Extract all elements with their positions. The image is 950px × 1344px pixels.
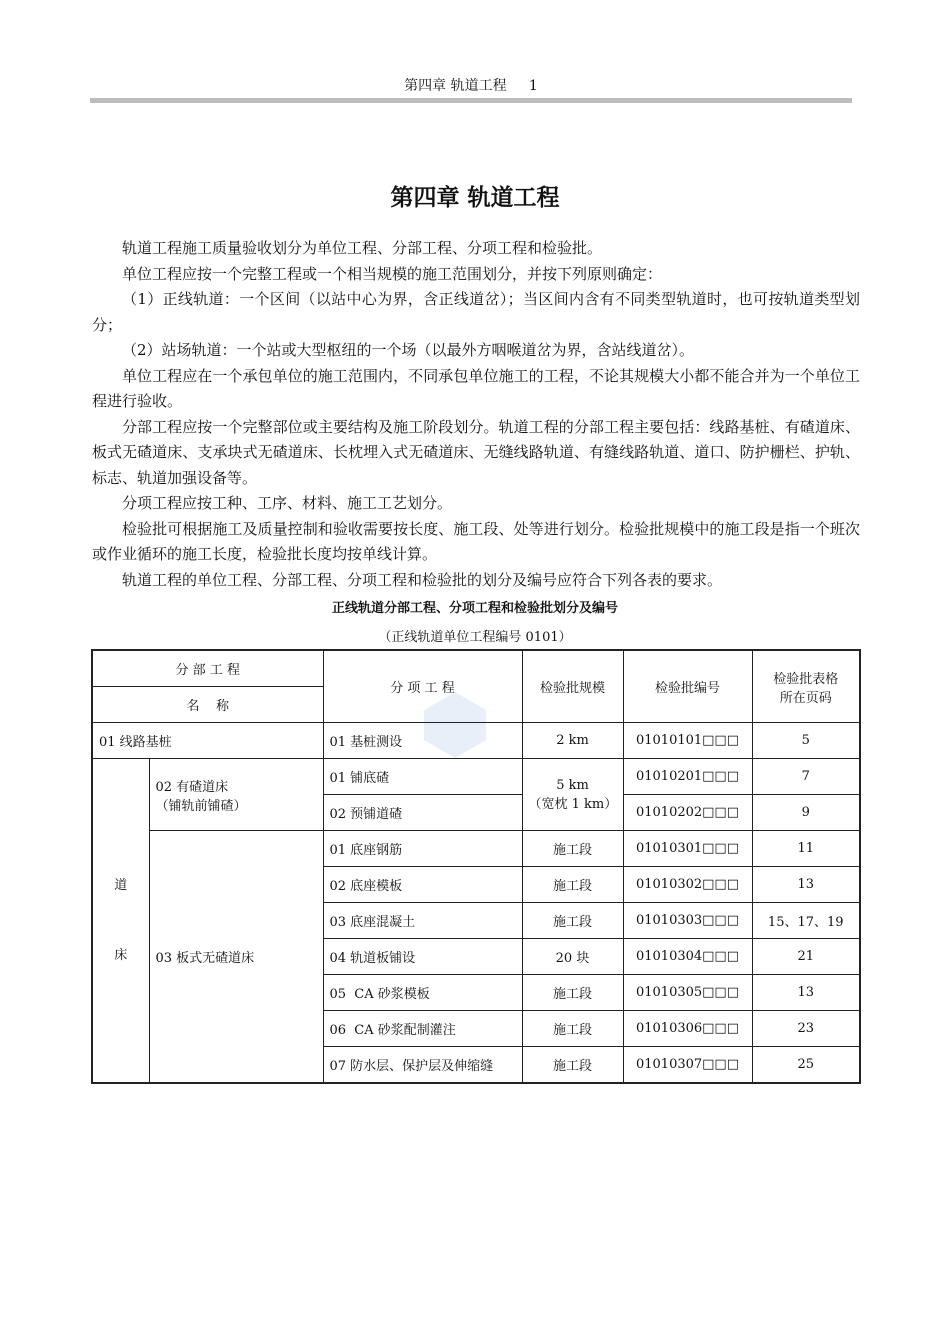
header-division: 分 部 工 程 <box>92 650 323 687</box>
paragraph: （2）站场轨道：一个站或大型枢纽的一个场（以最外方咽喉道岔为界，含站线道岔）。 <box>122 341 695 359</box>
code-cell: 01010302□□□ <box>623 867 752 903</box>
code-cell: 01010303□□□ <box>623 903 752 939</box>
scale-cell: 施工段 <box>522 975 623 1011</box>
paragraph: 检验批可根据施工及质量控制和验收需要按长度、施工段、处等进行划分。检验批规模中的施工段是指一个班次或作业循环的施工长度，检验批长度均按单线计算。 <box>92 519 860 563</box>
division-cell <box>149 759 323 831</box>
header-page-line2: 所在页码 <box>779 690 832 706</box>
header-page-line1: 检验批表格 <box>773 671 839 687</box>
subitem-cell: 02 底座模板 <box>323 867 522 903</box>
page-cell: 9 <box>752 795 860 831</box>
subitem-cell: 07 防水层、保护层及伸缩缝 <box>323 1047 522 1084</box>
table-row <box>92 723 860 759</box>
subitem-cell: 04 轨道板铺设 <box>323 939 522 975</box>
table-row <box>92 831 860 867</box>
header-chapter: 第四章 轨道工程 <box>404 78 507 94</box>
table-title: 正线轨道分部工程、分项工程和检验批划分及编号 <box>331 601 618 616</box>
scale-line: 5 km <box>556 777 589 793</box>
page-cell: 13 <box>752 975 860 1011</box>
scale-cell: 施工段 <box>522 1047 623 1084</box>
subitem-cell: 06 CA 砂浆配制灌注 <box>323 1011 522 1047</box>
page-cell: 15、17、19 <box>752 903 860 939</box>
code-cell: 01010101□□□ <box>623 723 752 759</box>
subitem-cell: 02 预铺道碴 <box>323 795 522 831</box>
scale-line: （宽枕 1 km） <box>528 796 618 812</box>
table-header-row <box>92 650 860 687</box>
paragraph: 单位工程应在一个承包单位的施工范围内，不同承包单位施工的工程，不论其规模大小都不能合并为一个单位工程进行验收。 <box>92 366 860 410</box>
header-rule <box>90 98 852 103</box>
subitem-cell: 01 铺底碴 <box>323 759 522 795</box>
paragraph: 分部工程应按一个完整部位或主要结构及施工阶段划分。轨道工程的分部工程主要包括：线路基桩、有碴道床、板式无碴道床、支承块式无碴道床、长枕埋入式无碴道床、无缝线路轨道、有缝线路轨道、道口、防护栅栏、护轨、标志、轨道加强设备等。 <box>92 417 860 487</box>
scale-cell: 20 块 <box>522 939 623 975</box>
page-cell: 21 <box>752 939 860 975</box>
scale-cell: 施工段 <box>522 1011 623 1047</box>
page-cell: 7 <box>752 759 860 795</box>
division-cell: 03 板式无碴道床 <box>149 831 323 1084</box>
scale-cell: 施工段 <box>522 867 623 903</box>
page-cell: 11 <box>752 831 860 867</box>
header-subitem: 分 项 工 程 <box>323 650 522 723</box>
subitem-cell: 01 基桩测设 <box>323 723 522 759</box>
code-cell: 01010202□□□ <box>623 795 752 831</box>
header-page-number: 1 <box>528 78 538 94</box>
scale-cell: 2 km <box>522 723 623 759</box>
paragraph: 轨道工程的单位工程、分部工程、分项工程和检验批的划分及编号应符合下列各表的要求。 <box>122 570 723 589</box>
body-text <box>92 236 860 593</box>
code-cell: 01010306□□□ <box>623 1011 752 1047</box>
header-name: 名 称 <box>92 687 323 723</box>
group-label-char: 道 <box>114 877 128 893</box>
paragraph: （1）正线轨道：一个区间（以站中心为界，含正线道岔）；当区间内含有不同类型轨道时，也可按轨道类型划分； <box>92 290 860 334</box>
header-code: 检验批编号 <box>623 650 752 723</box>
header-scale: 检验批规模 <box>522 650 623 723</box>
table-row <box>92 759 860 795</box>
paragraph: 分项工程应按工种、工序、材料、施工工艺划分。 <box>122 494 453 512</box>
page-cell: 13 <box>752 867 860 903</box>
paragraph: 轨道工程施工质量验收划分为单位工程、分部工程、分项工程和检验批。 <box>122 239 603 257</box>
group-label-char: 床 <box>114 947 128 963</box>
group-label-cell <box>92 759 149 1084</box>
division-cell: 01 线路基桩 <box>92 723 323 759</box>
subitem-cell: 01 底座钢筋 <box>323 831 522 867</box>
chapter-title: 第四章 轨道工程 <box>390 185 560 211</box>
code-cell: 01010307□□□ <box>623 1047 752 1084</box>
code-cell: 01010301□□□ <box>623 831 752 867</box>
code-cell: 01010201□□□ <box>623 759 752 795</box>
header-page <box>752 650 860 723</box>
subitem-cell: 05 CA 砂浆模板 <box>323 975 522 1011</box>
division-table <box>91 649 861 1084</box>
running-header <box>90 76 852 96</box>
page-cell: 23 <box>752 1011 860 1047</box>
scale-cell: 施工段 <box>522 903 623 939</box>
scale-cell <box>522 759 623 831</box>
page-cell: 25 <box>752 1047 860 1084</box>
code-cell: 01010304□□□ <box>623 939 752 975</box>
division-line: （铺轨前铺碴） <box>155 798 247 814</box>
paragraph: 单位工程应按一个完整工程或一个相当规模的施工范围划分，并按下列原则确定： <box>122 264 663 283</box>
table-subtitle: （正线轨道单位工程编号 0101） <box>378 630 572 645</box>
scale-cell: 施工段 <box>522 831 623 867</box>
page-cell: 5 <box>752 723 860 759</box>
division-line: 02 有碴道床 <box>155 779 229 795</box>
subitem-cell: 03 底座混凝土 <box>323 903 522 939</box>
code-cell: 01010305□□□ <box>623 975 752 1011</box>
